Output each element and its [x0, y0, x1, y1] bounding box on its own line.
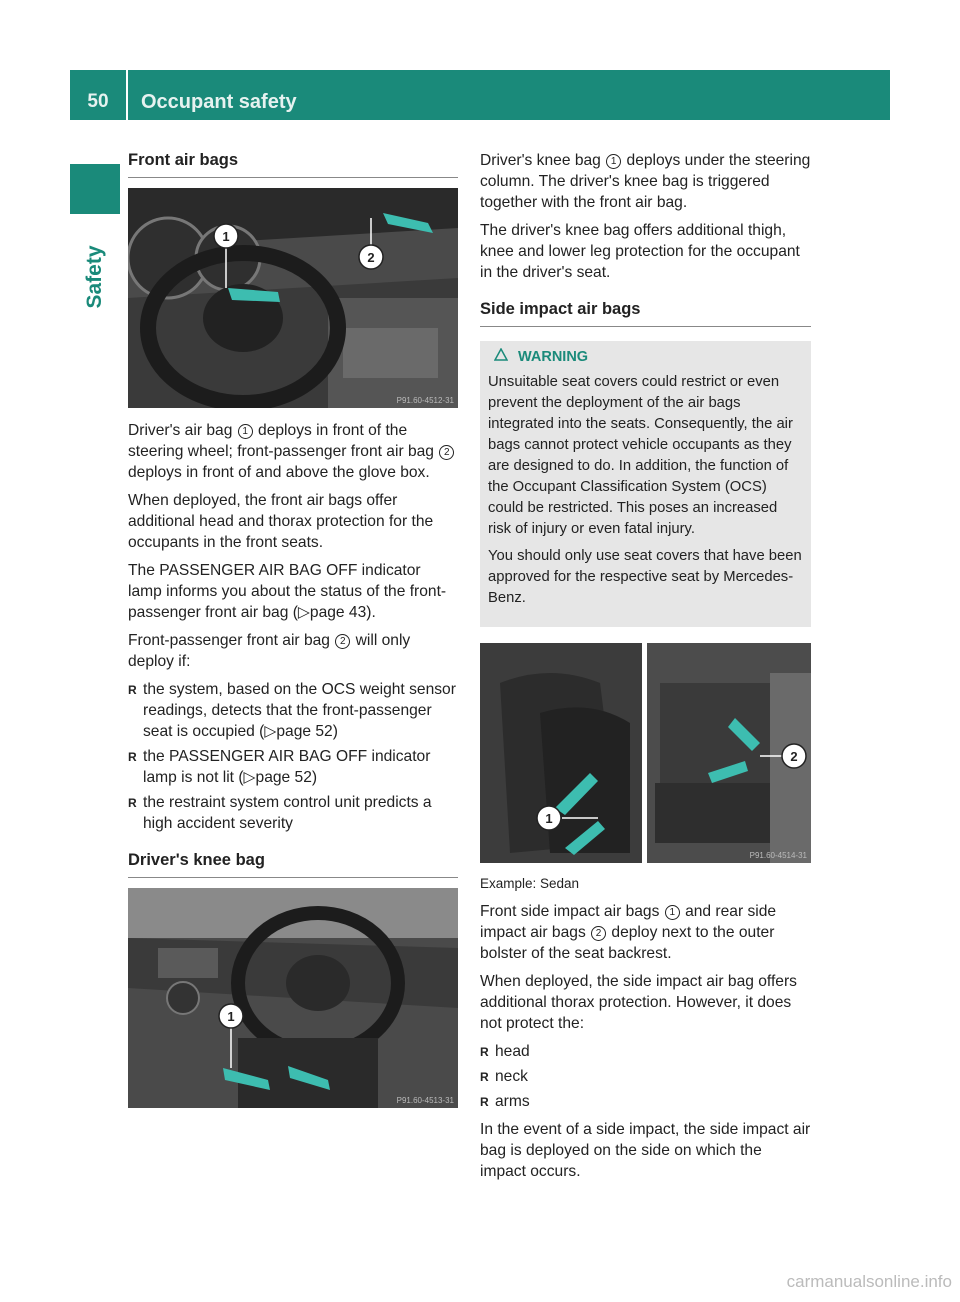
figure-code: P91.60-4512-31: [396, 396, 454, 405]
callout-ref-1: 1: [665, 905, 680, 920]
list-item: R neck: [480, 1066, 811, 1087]
svg-text:1: 1: [227, 1009, 235, 1024]
side-impact-heading: Side impact air bags: [480, 299, 811, 327]
page-ref-link[interactable]: page 52): [255, 769, 318, 786]
page-ref-arrow-icon: ▷: [243, 769, 256, 786]
page-ref-arrow-icon: ▷: [264, 723, 277, 740]
list-item: R head: [480, 1041, 811, 1062]
side-impact-p3: In the event of a side impact, the side impact air bag is deployed on the side on which the impact occurs.: [480, 1121, 811, 1180]
seat-illustration: [480, 643, 811, 863]
callout-ref-2: 2: [335, 634, 350, 649]
knee-bag-p1: Driver's knee bag 1 deploys under the steering column. The driver's knee bag is triggered together with the front air bag.: [480, 152, 811, 211]
svg-text:2: 2: [367, 250, 375, 265]
side-impact-figure: [480, 643, 811, 863]
warning-text-2: You should only use seat covers that have been approved for the respective seat by Mercedes-Benz.: [488, 548, 802, 606]
front-airbags-figure: [128, 188, 458, 408]
list-item: R the system, based on the OCS weight sensor readings, detects that the front-passenger seat is occupied (▷page 52): [128, 679, 458, 742]
svg-text:1: 1: [545, 811, 553, 826]
header-divider: [126, 70, 128, 120]
side-impact-p2: When deployed, the side impact air bag offers additional thorax protection. However, it does not protect the:: [480, 973, 797, 1032]
not-protected-list: [480, 1041, 811, 1112]
front-airbags-heading: Front air bags: [128, 150, 458, 178]
front-airbags-p2: When deployed, the front air bags offer additional head and thorax protection for the occupants in the front seats.: [128, 492, 434, 551]
knee-bag-p2: The driver's knee bag offers additional thigh, knee and lower leg protection for the occupant in the driver's seat.: [480, 222, 800, 281]
page-ref-arrow-icon: ▷: [297, 604, 310, 621]
callout-ref-1: 1: [238, 424, 253, 439]
front-airbags-p4: Front-passenger front air bag 2 will only deploy if:: [128, 632, 411, 670]
front-airbags-p3: The PASSENGER AIR BAG OFF indicator lamp informs you about the status of the front-passenger front air bag (▷page 43).: [128, 562, 447, 621]
figure-code: P91.60-4513-31: [396, 1096, 454, 1105]
page-ref-link[interactable]: page 52): [276, 723, 338, 740]
warning-triangle-icon: [494, 347, 508, 368]
list-item: R arms: [480, 1091, 811, 1112]
side-tab-marker: [70, 164, 120, 214]
warning-text-1: Unsuitable seat covers could restrict or even prevent the deployment of the air bags integrated into the seats. Consequently, the air bags cannot protect vehicle occupants as they are designed to do. In addition, the function of the Occupant Classification System (OCS) could be restricted. This poses an increased risk of injury or even fatal injury.: [488, 374, 793, 537]
footer-watermark: carmanualsonline.info: [786, 1272, 952, 1291]
knee-bag-figure: [128, 888, 458, 1108]
front-airbags-p1: Driver's air bag 1 deploys in front of the steering wheel; front-passenger front air bag 2 deploys in front of and above the glove box.: [128, 420, 458, 483]
deploy-conditions-list: [128, 679, 458, 834]
callout-ref-2: 2: [439, 445, 454, 460]
section-title: Occupant safety: [141, 91, 297, 113]
page-number: 50: [87, 91, 109, 112]
right-column: [480, 150, 811, 1189]
warning-title: WARNING: [488, 347, 803, 368]
figure-code: P91.60-4514-31: [749, 851, 807, 860]
page-ref-link[interactable]: page 43).: [309, 604, 376, 621]
left-column: [128, 150, 458, 1108]
list-item: R the PASSENGER AIR BAG OFF indicator lamp is not lit (▷page 52): [128, 746, 458, 788]
figure-caption: Example: Sedan: [480, 876, 580, 891]
knee-bag-illustration: [128, 888, 458, 1108]
callout-ref-2: 2: [591, 926, 606, 941]
side-impact-p1: Front side impact air bags 1 and rear side impact air bags 2 deploy next to the outer bolster of the seat backrest.: [480, 903, 777, 962]
callout-ref-1: 1: [606, 154, 621, 169]
knee-bag-heading: Driver's knee bag: [128, 850, 458, 878]
svg-text:2: 2: [790, 749, 798, 764]
side-tab-label: Safety: [83, 245, 106, 309]
side-tab: [82, 222, 108, 332]
svg-text:1: 1: [222, 229, 230, 244]
list-item: R the restraint system control unit predicts a high accident severity: [128, 792, 458, 834]
warning-box: [480, 341, 811, 627]
dashboard-illustration: [128, 188, 458, 408]
